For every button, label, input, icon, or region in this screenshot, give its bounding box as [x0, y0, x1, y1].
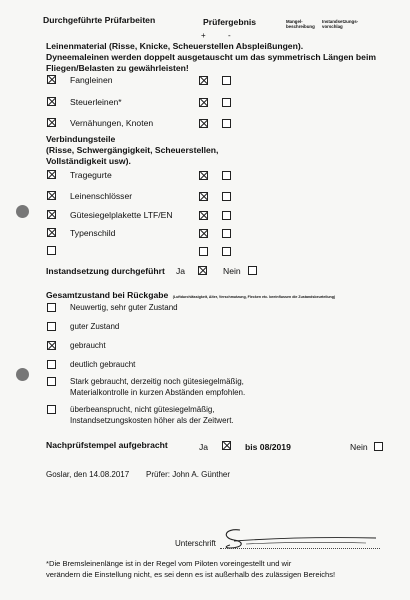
section-leinen-heading: Leinenmaterial (Risse, Knicke, Scheuerstellen Abspleißungen). Dyneemaleinen werden doppelt ausgetauscht um das symmetrisch Längen beim Fliegen/Belasten zu gewährleisten! — [46, 41, 376, 73]
zustand-label-guter-zustand: guter Zustand — [70, 322, 120, 331]
nachpruef-nein-label: Nein — [350, 442, 368, 452]
leinen-checkbox-fangleinen[interactable] — [47, 75, 56, 84]
zustand-label-berbeansprucht-nicht-g-tesiegelm-ig: überbeansprucht, nicht gütesiegelmäßig, — [70, 405, 215, 414]
verbindung-checkbox-tragegurte[interactable] — [47, 170, 56, 179]
header-col-mangel: Mangel- beschreibung — [286, 19, 315, 29]
binder-hole-top — [16, 205, 29, 218]
header-minus: - — [228, 31, 231, 40]
leinen-plus-checkbox-steuerleinen[interactable] — [199, 98, 208, 107]
verbindung-minus-checkbox-leinenschl-sser[interactable] — [222, 192, 231, 201]
gesamtzustand-heading — [46, 285, 335, 303]
verbindung-checkbox-row-4[interactable] — [47, 246, 56, 255]
header-title: Durchgeführte Prüfarbeiten — [43, 15, 156, 25]
instandsetzung-nein-checkbox[interactable] — [248, 266, 257, 275]
signature-label: Unterschrift — [175, 539, 216, 548]
nachpruef-label: Nachprüfstempel aufgebracht — [46, 440, 168, 450]
verbindung-minus-checkbox-g-tesiegelplakette-ltf-en[interactable] — [222, 211, 231, 220]
leinen-label-steuerleinen: Steuerleinen* — [70, 97, 122, 107]
instandsetzung-label: Instandsetzung durchgeführt — [46, 266, 165, 276]
binder-hole-bottom — [16, 368, 29, 381]
verbindung-label-g-tesiegelplakette-ltf-en: Gütesiegelplakette LTF/EN — [70, 210, 173, 220]
leinen-plus-checkbox-fangleinen[interactable] — [199, 76, 208, 85]
verbindung-plus-checkbox-typenschild[interactable] — [199, 229, 208, 238]
zustand-checkbox-stark-gebraucht-derzeitig-noch-g-tesiegelm-ig[interactable] — [47, 377, 56, 386]
gesamtzustand-label: Gesamtzustand bei Rückgabe — [46, 290, 169, 300]
footnote: *Die Bremsleinenlänge ist in der Regel vom Piloten voreingestellt und wir verändern die Einstellung nicht, es sei denn es ist außerhalb des zulässigen Bereichs! — [46, 559, 336, 579]
section-verbindung-heading: Verbindungsteile (Risse, Schwergängigkeit, Scheuerstellen, Vollständigkeit usw). — [46, 134, 219, 166]
verbindung-checkbox-typenschild[interactable] — [47, 228, 56, 237]
zustand-checkbox-deutlich-gebraucht[interactable] — [47, 360, 56, 369]
zustand-sublabel-berbeansprucht-nicht-g-tesiegelm-ig: Instandsetzungskosten höher als der Zeitwert. — [70, 416, 234, 425]
leinen-label-vern-hungen-knoten: Vernähungen, Knoten — [70, 118, 154, 128]
gesamtzustand-note: (Luftdurchlässigkeit, Alter, Verschmutzung, Flecken etc. beeinflussen die Zustandsbeurteilung) — [172, 295, 336, 299]
zustand-checkbox-berbeansprucht-nicht-g-tesiegelm-ig[interactable] — [47, 405, 56, 414]
verbindung-label-typenschild: Typenschild — [70, 228, 116, 238]
header-plus: + — [201, 31, 206, 40]
verbindung-checkbox-g-tesiegelplakette-ltf-en[interactable] — [47, 210, 56, 219]
zustand-checkbox-guter-zustand[interactable] — [47, 322, 56, 331]
header-result-label: Prüfergebnis — [203, 17, 257, 27]
verbindung-plus-checkbox-g-tesiegelplakette-ltf-en[interactable] — [199, 211, 208, 220]
leinen-minus-checkbox-steuerleinen[interactable] — [222, 98, 231, 107]
zustand-label-deutlich-gebraucht: deutlich gebraucht — [70, 360, 136, 369]
instandsetzung-ja-label: Ja — [176, 266, 186, 276]
verbindung-label-leinenschl-sser: Leinenschlösser — [70, 191, 133, 201]
signature-line — [220, 548, 380, 549]
verbindung-checkbox-leinenschl-sser[interactable] — [47, 191, 56, 200]
leinen-plus-checkbox-vern-hungen-knoten[interactable] — [199, 119, 208, 128]
zustand-checkbox-neuwertig-sehr-guter-zustand[interactable] — [47, 303, 56, 312]
pruefer-name: Prüfer: John A. Günther — [146, 470, 231, 479]
zustand-checkbox-gebraucht[interactable] — [47, 341, 56, 350]
zustand-label-gebraucht: gebraucht — [70, 341, 106, 350]
verbindung-plus-checkbox-row-4[interactable] — [199, 247, 208, 256]
verbindung-minus-checkbox-row-4[interactable] — [222, 247, 231, 256]
header-col-instandsetzung: Instandsetzungs- vorschlag — [322, 19, 359, 29]
instandsetzung-ja-checkbox[interactable] — [198, 266, 207, 275]
verbindung-minus-checkbox-tragegurte[interactable] — [222, 171, 231, 180]
leinen-minus-checkbox-fangleinen[interactable] — [222, 76, 231, 85]
nachpruef-bis: bis 08/2019 — [245, 442, 291, 452]
leinen-checkbox-steuerleinen[interactable] — [47, 97, 56, 106]
nachpruef-ja-label: Ja — [199, 442, 209, 452]
verbindung-label-tragegurte: Tragegurte — [70, 170, 112, 180]
zustand-label-neuwertig-sehr-guter-zustand: Neuwertig, sehr guter Zustand — [70, 303, 178, 312]
zustand-sublabel-stark-gebraucht-derzeitig-noch-g-tesiegelm-ig: Materialkontrolle in kurzen Abständen empfohlen. — [70, 388, 246, 397]
verbindung-minus-checkbox-typenschild[interactable] — [222, 229, 231, 238]
leinen-minus-checkbox-vern-hungen-knoten[interactable] — [222, 119, 231, 128]
verbindung-plus-checkbox-leinenschl-sser[interactable] — [199, 192, 208, 201]
verbindung-plus-checkbox-tragegurte[interactable] — [199, 171, 208, 180]
leinen-checkbox-vern-hungen-knoten[interactable] — [47, 118, 56, 127]
nachpruef-ja-checkbox[interactable] — [222, 441, 231, 450]
leinen-label-fangleinen: Fangleinen — [70, 75, 113, 85]
zustand-label-stark-gebraucht-derzeitig-noch-g-tesiegelm-ig: Stark gebraucht, derzeitig noch gütesiegelmäßig, — [70, 377, 244, 386]
instandsetzung-nein-label: Nein — [223, 266, 241, 276]
nachpruef-nein-checkbox[interactable] — [374, 442, 383, 451]
place-date: Goslar, den 14.08.2017 — [46, 470, 130, 479]
